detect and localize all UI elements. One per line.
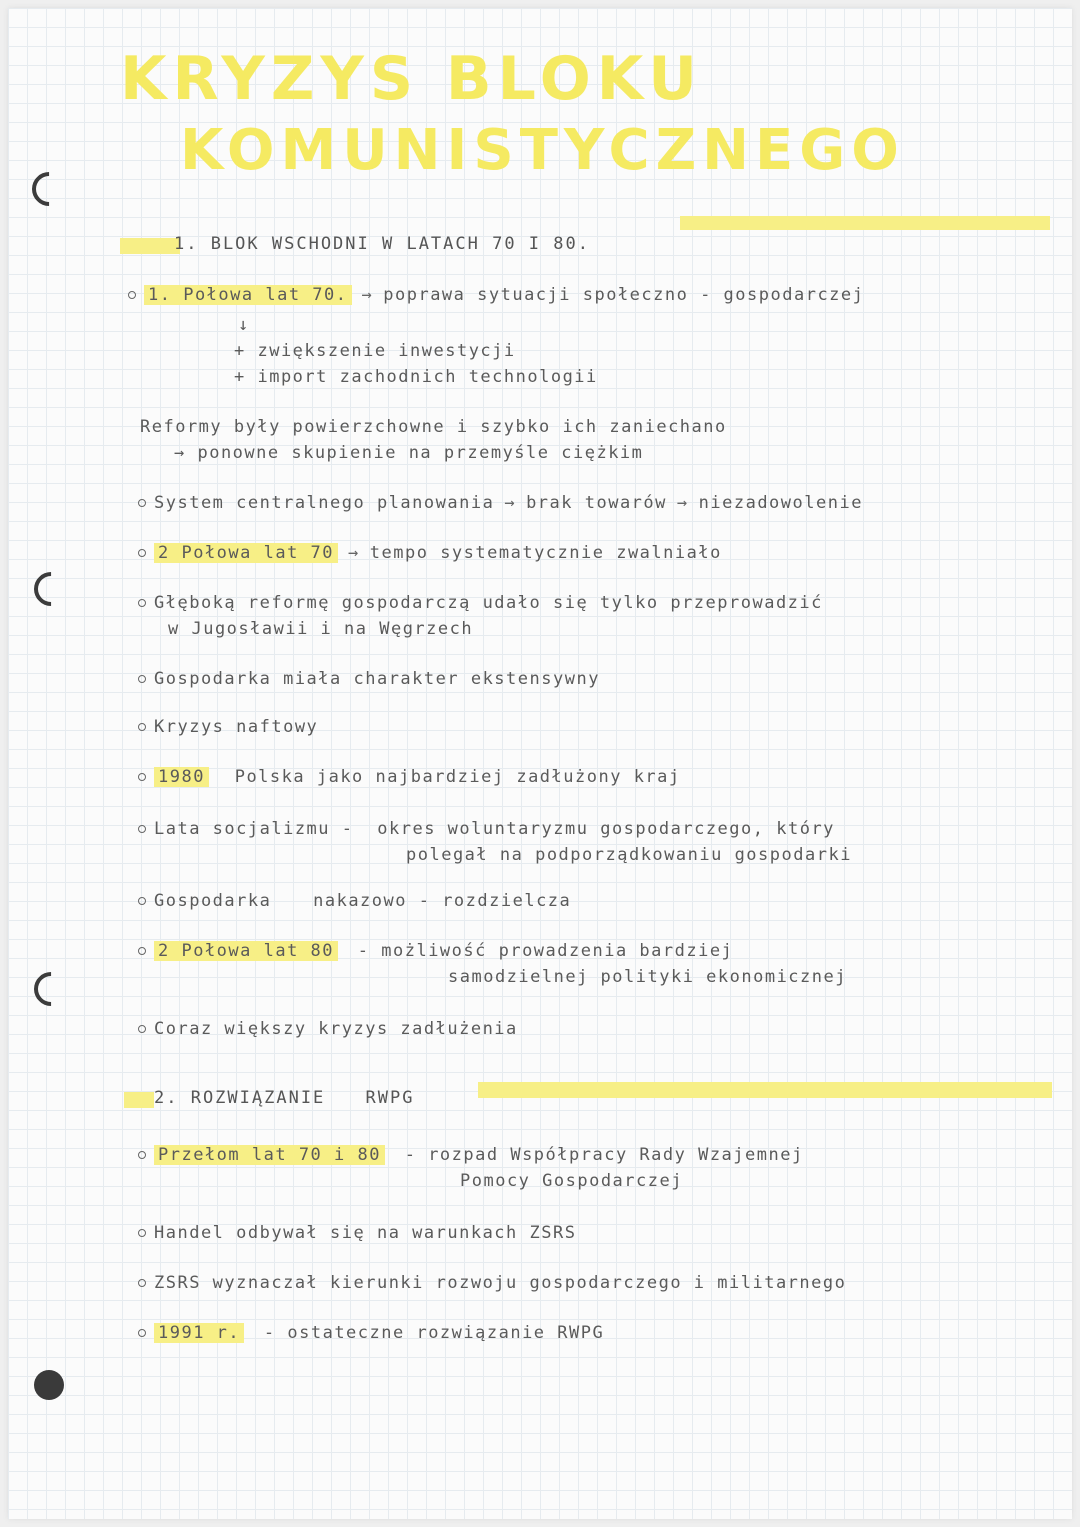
item-text: Gospodarka [154, 891, 272, 911]
item-text: ZSRS wyznaczał kierunki rozwoju gospodarczego i militarnego [154, 1273, 847, 1293]
item-highlight: 1980 [154, 767, 209, 787]
item-text: polegał na podporządkowaniu gospodarki [406, 845, 852, 865]
list-item [138, 1270, 846, 1296]
list-item-continuation [168, 616, 473, 642]
list-item-continuation [406, 842, 852, 868]
list-item-continuation [174, 440, 643, 466]
list-item [138, 1142, 804, 1168]
arrow-right-icon: → [348, 543, 360, 563]
arrow-right-icon: → [504, 493, 517, 513]
list-item [138, 490, 863, 516]
arrow-down [238, 312, 250, 338]
title-line-2: KOMUNISTYCZNEGO [180, 118, 905, 183]
bullet-icon [138, 1279, 146, 1287]
list-item [138, 1220, 576, 1246]
binder-hole-icon [27, 965, 75, 1013]
item-highlight: Przełom lat 70 i 80 [154, 1145, 385, 1165]
list-item [138, 540, 722, 566]
list-item [138, 1016, 518, 1042]
list-item [138, 714, 318, 740]
bullet-icon [138, 773, 146, 781]
sub-item [234, 364, 598, 390]
item-text: - ostateczne rozwiązanie RWPG [263, 1323, 605, 1343]
item-highlight: 1991 r. [154, 1323, 244, 1343]
item-text: Gospodarka miała charakter ekstensywny [154, 669, 600, 689]
binder-hole-icon [27, 565, 75, 613]
item-text: Kryzys naftowy [154, 717, 319, 737]
sub-item [234, 338, 516, 364]
section-2-heading [154, 1088, 415, 1112]
page-title-line-2 [180, 118, 905, 183]
item-text: okres woluntaryzmu gospodarczego, który [377, 819, 835, 839]
item-text: - rozpad Współpracy Rady Wzajemnej [404, 1145, 804, 1165]
list-item [138, 666, 600, 692]
list-item [138, 1320, 604, 1346]
item-text: → ponowne skupienie na przemyśle ciężkim [174, 443, 644, 463]
item-highlight: 2 Połowa lat 80 [154, 941, 338, 961]
list-item [128, 282, 864, 308]
item-text: Głęboką reformę gospodarczą udało się tylko przeprowadzić [154, 593, 823, 613]
arrow-right-icon: → [676, 493, 689, 513]
notebook-page [8, 8, 1072, 1519]
item-text: Coraz większy kryzys zadłużenia [154, 1019, 518, 1039]
list-item [138, 764, 681, 790]
binder-hole-icon [25, 165, 73, 213]
list-item-continuation [448, 964, 847, 990]
item-text: Pomocy Gospodarczej [460, 1171, 683, 1191]
list-item [138, 816, 835, 842]
bullet-icon [138, 897, 146, 905]
binder-hole-icon [34, 1370, 64, 1400]
item-text: poprawa sytuacji społeczno - gospodarczej [383, 285, 865, 305]
item-text: Lata socjalizmu - [154, 819, 354, 839]
bullet-icon [138, 1329, 146, 1337]
item-text: Handel odbywał się na warunkach ZSRS [154, 1223, 577, 1243]
item-text: samodzielnej polityki ekonomicznej [448, 967, 847, 987]
heading-highlight [124, 1092, 154, 1108]
bullet-icon [138, 825, 146, 833]
list-item [140, 414, 727, 440]
bullet-icon [138, 599, 146, 607]
item-text: Reformy były powierzchowne i szybko ich zaniechano [140, 417, 727, 437]
bullet-icon [138, 723, 146, 731]
heading-highlight [680, 216, 1050, 230]
section-1-heading-text: 1. BLOK WSCHODNI W LATACH 70 I 80. [174, 234, 590, 254]
item-text: niezadowolenie [698, 493, 863, 513]
item-text: - możliwość prowadzenia bardziej [357, 941, 734, 961]
list-item-continuation [460, 1168, 683, 1194]
item-text: w Jugosławii i na Węgrzech [168, 619, 474, 639]
section-2-heading-abbr: RWPG [365, 1088, 415, 1108]
item-text: System centralnego planowania [154, 493, 495, 513]
bullet-icon [138, 549, 146, 557]
section-1-heading [174, 234, 590, 258]
bullet-icon [138, 675, 146, 683]
list-item [138, 590, 823, 616]
sub-item-text: + zwiększenie inwestycji [234, 341, 516, 361]
item-highlight: 1. Połowa lat 70. [144, 285, 352, 305]
bullet-icon [138, 499, 146, 507]
heading-highlight [120, 238, 180, 254]
list-item [138, 888, 571, 914]
heading-highlight [478, 1082, 1052, 1098]
sub-item-text: + import zachodnich technologii [234, 367, 598, 387]
arrow-right-icon: → [361, 285, 374, 305]
page-title [120, 44, 703, 114]
item-text: nakazowo - rozdzielcza [313, 891, 572, 911]
bullet-icon [138, 1151, 146, 1159]
bullet-icon [138, 1025, 146, 1033]
item-text: Polska jako najbardziej zadłużony kraj [234, 767, 681, 787]
bullet-icon [138, 947, 146, 955]
item-highlight: 2 Połowa lat 70 [154, 543, 338, 563]
bullet-icon [138, 1229, 146, 1237]
list-item [138, 938, 733, 964]
section-2-heading-text: 2. ROZWIĄZANIE [154, 1088, 326, 1108]
bullet-icon [128, 291, 136, 299]
item-text: brak towarów [526, 493, 667, 513]
title-line-1: KRYZYS BLOKU [120, 44, 703, 114]
item-text: tempo systematycznie zwalniało [369, 543, 722, 563]
arrow-down-icon: ↓ [238, 315, 250, 335]
